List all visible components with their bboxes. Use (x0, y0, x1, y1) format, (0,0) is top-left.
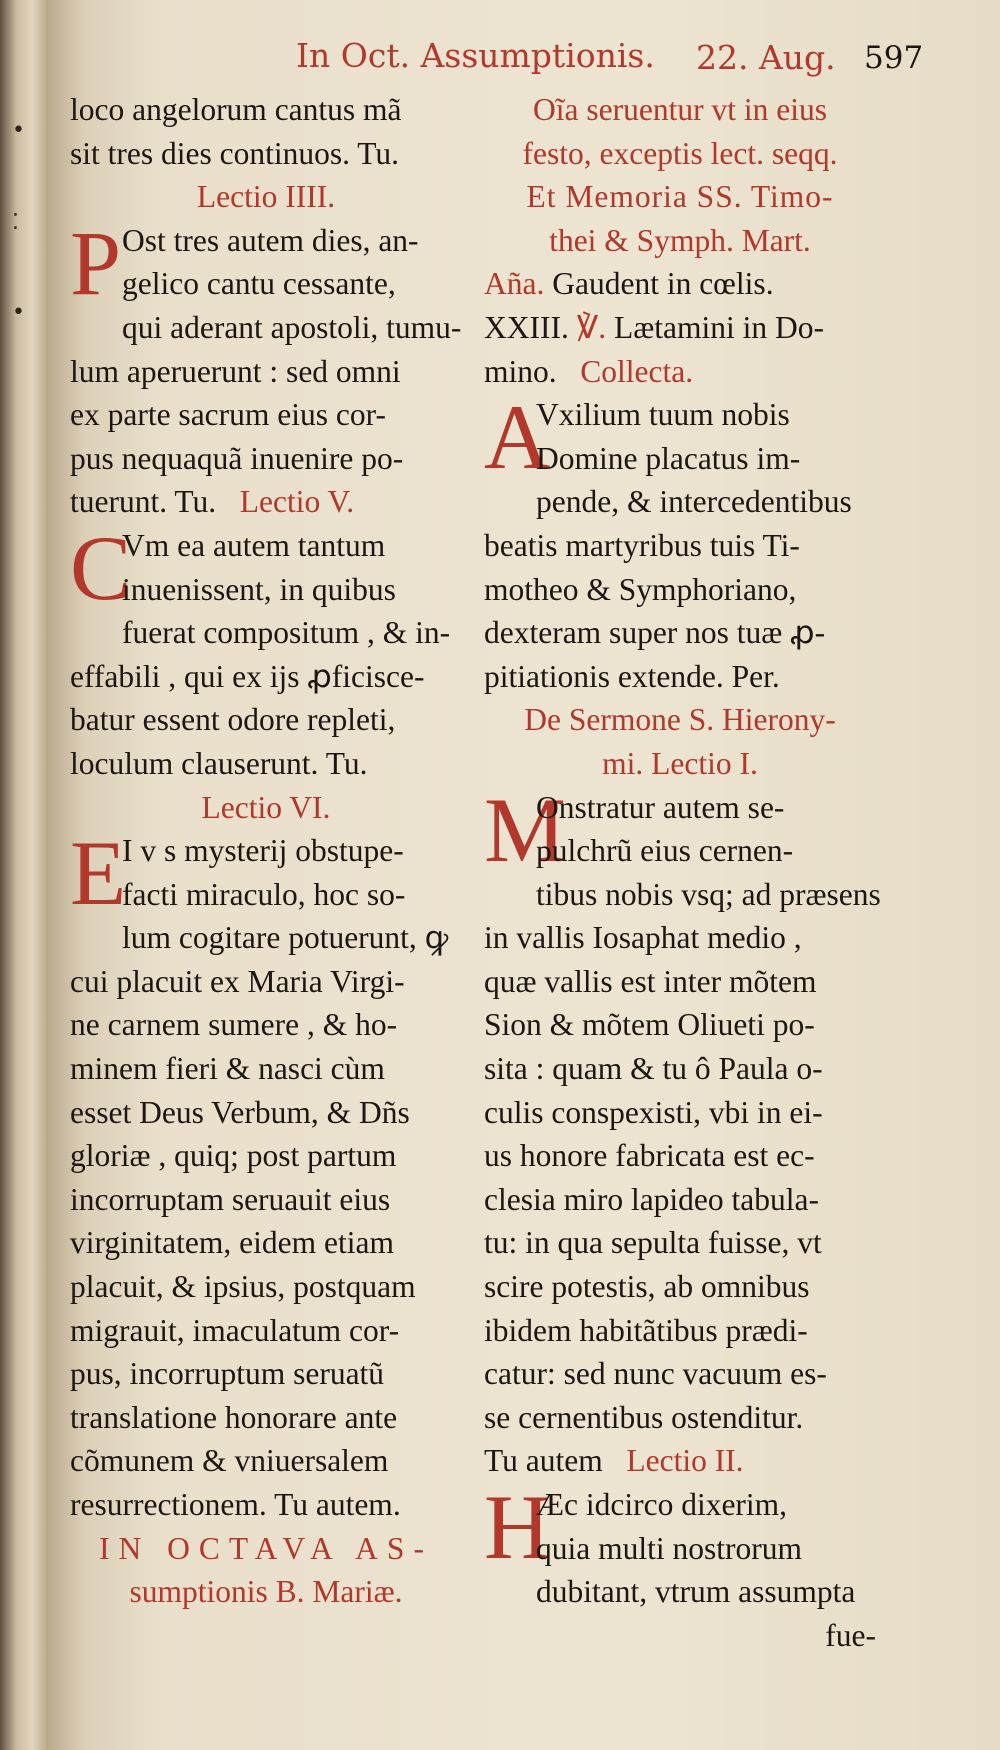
line-text: sit tres dies continuos. Tu. (70, 135, 400, 171)
text-line (70, 568, 462, 612)
text-line (484, 1265, 876, 1309)
line-text: Ost tres autem dies, an- (122, 222, 419, 258)
line-text: tuerunt. Tu. (70, 484, 217, 520)
text-line (484, 1614, 876, 1658)
line-text: gelico cantu cessante, (122, 266, 396, 302)
line-text: placuit, & ipsius, postquam (70, 1269, 416, 1305)
text-line (484, 350, 876, 394)
text-line (70, 1396, 462, 1440)
drop-cap-initial: P (70, 211, 122, 314)
line-text: esset Deus Verbum, & Dñs (70, 1094, 410, 1130)
book-page (46, 0, 1000, 1750)
line-text: Sion & mõtem Oliueti po- (484, 1007, 815, 1043)
line-text: minem fieri & nasci cùm (70, 1051, 385, 1087)
line-text: Lectio IIII. (196, 179, 336, 215)
text-line (484, 1570, 876, 1614)
bleed-mark: • (12, 300, 25, 325)
text-line (484, 306, 876, 350)
line-text: pulchrũ eius cernen- (536, 833, 794, 869)
text-line (70, 611, 462, 655)
text-line (70, 524, 462, 568)
text-line (70, 88, 462, 132)
line-text: batur essent odore repleti, (70, 702, 396, 738)
line-text: beatis martyribus tuis Ti- (484, 527, 800, 563)
line-text: catur: sed nunc vacuum es- (484, 1356, 827, 1392)
line-text: culis conspexisti, vbi in ei- (484, 1094, 823, 1130)
text-line (70, 742, 462, 786)
text-line (484, 480, 876, 524)
text-line (484, 873, 881, 917)
text-line (484, 960, 876, 1004)
line-text: gloriæ , quiq; post partum (70, 1138, 397, 1174)
text-line (484, 568, 876, 612)
line-text: sumptionis B. Mariæ. (129, 1574, 403, 1610)
line-text: loco angelorum cantus mã (70, 92, 402, 127)
line-text: IN OCTAVA AS- (99, 1530, 433, 1566)
text-line (484, 1483, 876, 1527)
page-number: 597 (864, 40, 924, 76)
text-line (484, 1178, 876, 1222)
rubric-label: Lectio II. (626, 1443, 744, 1479)
line-text: migrauit, imaculatum cor- (70, 1312, 400, 1348)
text-line (484, 916, 876, 960)
text-line (484, 1047, 876, 1091)
drop-cap-initial: M (484, 778, 566, 881)
text-line (70, 1047, 462, 1091)
line-text: Tu autem (484, 1443, 603, 1479)
rubric-label: Lectio V. (239, 484, 355, 520)
text-line (484, 655, 876, 699)
line-text: in vallis Iosaphat medio , (484, 920, 802, 956)
line-text: virginitatem, eidem etiam (70, 1225, 394, 1261)
line-text: lum cogitare potuerunt, ꝙ (122, 920, 449, 956)
line-text: translatione honorare ante (70, 1399, 398, 1435)
text-line (70, 655, 462, 699)
line-text: clesia miro lapideo tabula- (484, 1181, 819, 1217)
line-text: Gaudent in cœlis. (552, 266, 774, 302)
text-line (70, 1003, 462, 1047)
text-line (70, 829, 462, 873)
text-line (70, 480, 462, 524)
drop-cap-initial: A (484, 386, 551, 489)
line-text: XXIII. (484, 309, 569, 345)
text-line (484, 393, 876, 437)
text-line (484, 262, 876, 306)
text-line (484, 1309, 876, 1353)
text-line (484, 1439, 876, 1483)
line-text: mi. Lectio I. (602, 745, 758, 781)
bleed-mark: • (12, 118, 25, 143)
text-line (484, 524, 876, 568)
line-text: Onstratur autem se- (536, 789, 785, 825)
text-line (70, 1527, 462, 1571)
text-line (70, 393, 462, 437)
text-line (70, 219, 462, 263)
text-line (70, 1221, 462, 1265)
line-text: incorruptam seruauit eius (70, 1181, 391, 1217)
line-text: pende, & intercedentibus (536, 484, 852, 520)
text-line (484, 1527, 876, 1571)
text-line (70, 1483, 462, 1527)
running-head-date: 22. Aug. (696, 38, 836, 77)
line-text: tu: in qua sepulta fuisse, vt (484, 1225, 822, 1261)
line-text: quia multi nostrorum (536, 1530, 802, 1566)
text-line (70, 1352, 462, 1396)
line-text: effabili , qui ex ijs ꝓficisce- (70, 658, 425, 694)
text-line (484, 175, 876, 219)
line-text: Lætamini in Do- (614, 309, 825, 345)
drop-cap-initial: H (484, 1476, 551, 1578)
text-line (70, 1439, 462, 1483)
line-text: se cernentibus ostenditur. (484, 1399, 804, 1435)
text-line (484, 1003, 876, 1047)
text-line (484, 1396, 876, 1440)
line-text: cui placuit ex Maria Virgi- (70, 963, 405, 999)
text-line (484, 88, 876, 132)
left-text-column (70, 88, 462, 1688)
text-line (70, 916, 462, 960)
text-line (70, 873, 462, 917)
text-line (70, 132, 462, 176)
line-text: thei & Symph. Mart. (549, 222, 811, 258)
line-text: Et Memoria SS. Timo- (526, 179, 834, 215)
drop-cap-initial: E (70, 822, 127, 925)
versicle-mark: ℣. (576, 309, 607, 345)
text-line (484, 1352, 876, 1396)
line-text: pus, incorruptum seruatũ (70, 1356, 385, 1392)
line-text: scire potestis, ab omnibus (484, 1269, 810, 1305)
text-line (484, 132, 876, 176)
right-text-column (484, 88, 881, 1688)
line-text: motheo & Symphoriano, (484, 571, 797, 607)
bleed-mark: ⁚ (12, 210, 19, 235)
line-text: dubitant, vtrum assumpta (536, 1574, 856, 1610)
text-line (70, 1265, 462, 1309)
line-text: Domine placatus im- (536, 440, 801, 476)
text-line (484, 219, 876, 263)
text-line (70, 698, 462, 742)
line-text: ibidem habitãtibus prædi- (484, 1312, 808, 1348)
line-text: facti miraculo, hoc so- (122, 876, 406, 912)
line-text: pus nequaquã inuenire po- (70, 440, 404, 476)
text-line (70, 1091, 462, 1135)
line-text: ne carnem sumere , & ho- (70, 1007, 398, 1043)
text-line (484, 1221, 876, 1265)
book-gutter (0, 0, 46, 1750)
text-line (70, 1570, 462, 1614)
line-text: mino. (484, 353, 557, 389)
line-text: festo, exceptis lect. seqq. (522, 135, 838, 171)
line-text: Oĩa seruentur vt in eius (533, 92, 827, 127)
text-line (484, 1134, 876, 1178)
text-line (70, 786, 462, 830)
line-text: dexteram super nos tuæ ꝓ- (484, 615, 826, 651)
running-head-title: In Oct. Assumptionis. (296, 36, 655, 75)
line-text: tibus nobis vsq; ad præsens (536, 876, 881, 912)
line-text: qui aderant apostoli, tumu- (122, 309, 462, 345)
running-head (296, 30, 956, 90)
line-text: Æc idcirco dixerim, (536, 1487, 788, 1522)
line-text: us honore fabricata est ec- (484, 1138, 815, 1174)
text-line (484, 829, 876, 873)
line-text: I v s mysterij obstupe- (122, 833, 404, 869)
text-line (70, 306, 462, 350)
line-text: Vm ea autem tantum (122, 527, 386, 563)
line-text: De Sermone S. Hierony- (524, 702, 836, 738)
line-text: fuerat compositum , & in- (122, 615, 451, 651)
text-line (70, 350, 462, 394)
text-line (70, 262, 462, 306)
text-line (70, 1309, 462, 1353)
line-text: fue- (825, 1617, 876, 1653)
drop-cap-initial: C (70, 516, 132, 619)
text-line (484, 437, 876, 481)
text-line (70, 960, 462, 1004)
text-line (484, 786, 876, 830)
line-text: Lectio VI. (201, 789, 331, 825)
text-line (70, 437, 462, 481)
text-line (70, 1178, 462, 1222)
line-text: pitiationis extende. Per. (484, 658, 780, 694)
rubric-label: Collecta. (580, 353, 694, 389)
text-line (484, 611, 876, 655)
line-text: lum aperuerunt : sed omni (70, 353, 401, 389)
line-text: resurrectionem. Tu autem. (70, 1487, 401, 1522)
text-line (70, 175, 462, 219)
text-line (484, 1091, 876, 1135)
line-text: Vxilium tuum nobis (536, 397, 790, 433)
line-text: loculum clauserunt. Tu. (70, 745, 368, 781)
line-text: quæ vallis est inter mõtem (484, 963, 817, 999)
text-line (484, 698, 876, 742)
line-text: cõmunem & vniuersalem (70, 1443, 389, 1479)
rubric-label: Aña. (484, 266, 545, 302)
line-text: ex parte sacrum eius cor- (70, 397, 386, 433)
line-text: inuenissent, in quibus (122, 571, 396, 607)
text-line (70, 1134, 462, 1178)
line-text: sita : quam & tu ô Paula o- (484, 1051, 823, 1087)
